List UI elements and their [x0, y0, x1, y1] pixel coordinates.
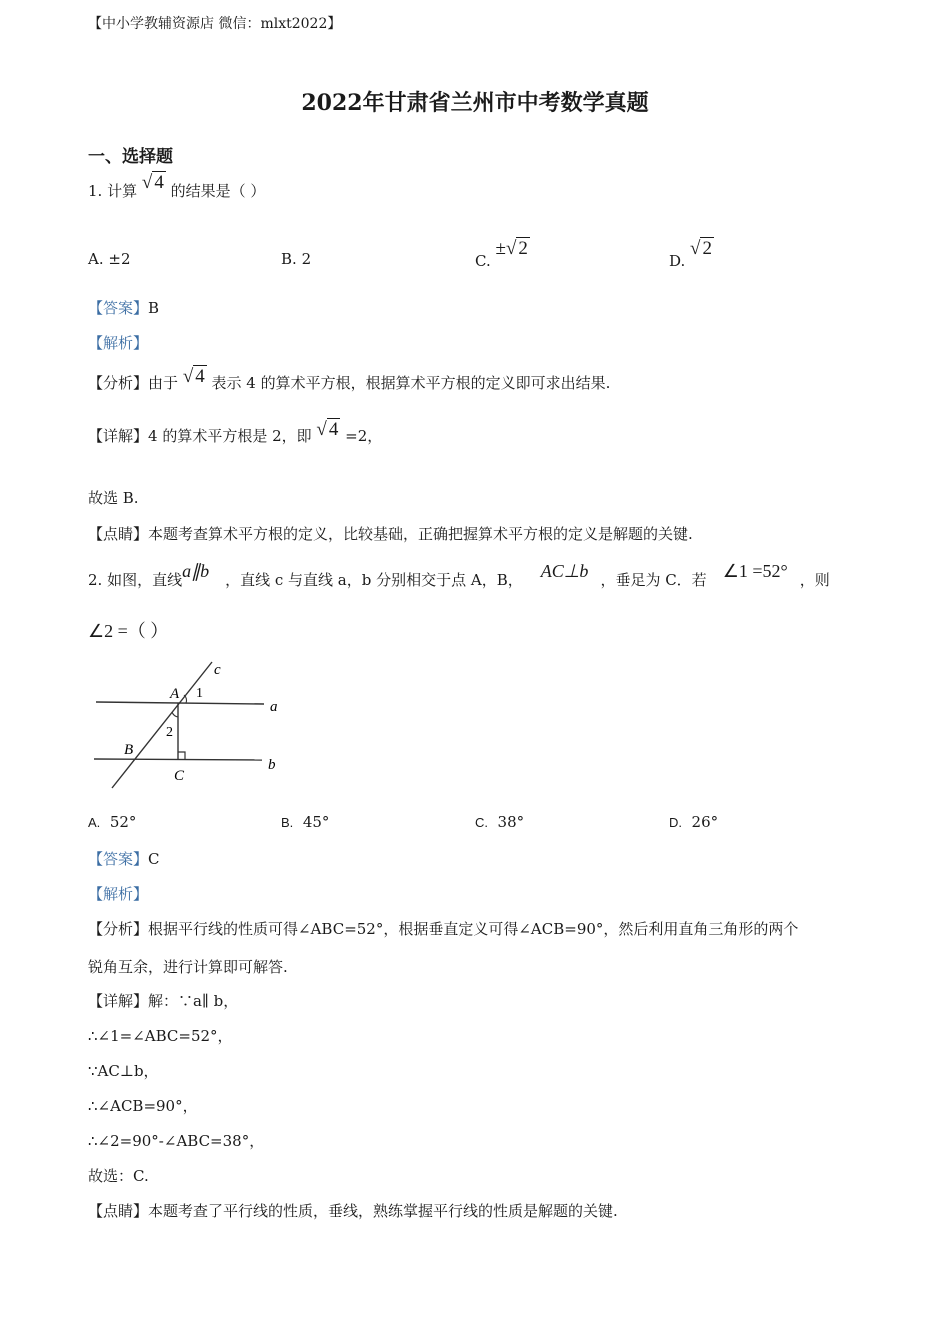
q2-fenxi-line1: 【分析】根据平行线的性质可得∠ABC=52°，根据垂直定义可得∠ACB=90°，然后利用直角三角形的两个: [88, 920, 799, 938]
q1-choose: 故选 B.: [88, 489, 139, 507]
q1-option-b: B. 2: [281, 250, 312, 268]
right-angle-mark: [178, 752, 185, 760]
q2-step-5: ∴∠2=90°-∠ABC=38°，: [88, 1132, 265, 1150]
line-c: [112, 662, 212, 788]
q2-stem-line2: ∠2 =（ ）: [88, 621, 169, 641]
page-header: 【中小学教辅资源店 微信：mlxt2022】: [88, 16, 342, 32]
q2-xiangjie: 【详解】解：∵a∥ b，: [88, 992, 239, 1010]
q2-step-4: ∴∠ACB=90°，: [88, 1097, 198, 1115]
page-title: 2022年甘肃省兰州市中考数学真题: [301, 90, 649, 116]
q1-option-c: C. ±√ 2: [475, 238, 528, 270]
q2-option-b: B. 45°: [281, 813, 330, 831]
q1-xiangjie: 【详解】4 的算术平方根是 2，即 √ 4 =2，: [88, 419, 383, 445]
q1-analysis-tag: 【解析】: [88, 334, 149, 352]
q1-option-a: A. ±2: [88, 250, 131, 268]
section-title: 一、选择题: [88, 147, 173, 167]
label-c: c: [214, 662, 221, 678]
q1-answer: 【答案】B: [88, 299, 160, 317]
q2-stem-line1: 2. 如图，直线a∥b ，直线 c 与直线 a，b 分别相交于点 A，B， AC⊥b ，垂足为 C．若 ∠1 =52° ，则: [88, 561, 830, 589]
q2-choose: 故选：C.: [88, 1167, 149, 1185]
q1-option-d: D. √ 2: [669, 238, 712, 270]
q2-option-c: C. 38°: [475, 813, 525, 831]
q2-step-3: ∵AC⊥b，: [88, 1062, 159, 1080]
label-a: a: [270, 699, 278, 715]
q2-dianjing: 【点睛】本题考查了平行线的性质，垂线，熟练掌握平行线的性质是解题的关键.: [88, 1202, 618, 1220]
label-angle-1: 1: [196, 686, 203, 701]
q1-stem: 1. 计算 √ 4 的结果是（ ）: [88, 172, 266, 200]
q1-dianjing: 【点睛】本题考查算术平方根的定义，比较基础，正确把握算术平方根的定义是解题的关键.: [88, 525, 693, 543]
angle-2-arc: [172, 712, 178, 717]
label-b: b: [268, 757, 276, 773]
q1-fenxi: 【分析】由于 √ 4 表示 4 的算术平方根，根据算术平方根的定义即可求出结果.: [88, 366, 611, 392]
label-angle-2: 2: [166, 725, 173, 740]
q2-analysis-tag: 【解析】: [88, 885, 149, 903]
label-point-b: B: [124, 742, 134, 758]
q1-sqrt: √ 4: [141, 172, 164, 193]
q2-answer: 【答案】C: [88, 850, 160, 868]
q2-fenxi-line2: 锐角互余，进行计算即可解答.: [88, 958, 288, 976]
q2-option-d: D. 26°: [669, 813, 719, 831]
q2-figure: [88, 655, 288, 795]
label-point-c: C: [174, 768, 185, 784]
label-point-a: A: [170, 686, 180, 702]
q2-option-a: A. 52°: [88, 813, 137, 831]
q2-step-2: ∴∠1=∠ABC=52°，: [88, 1027, 233, 1045]
